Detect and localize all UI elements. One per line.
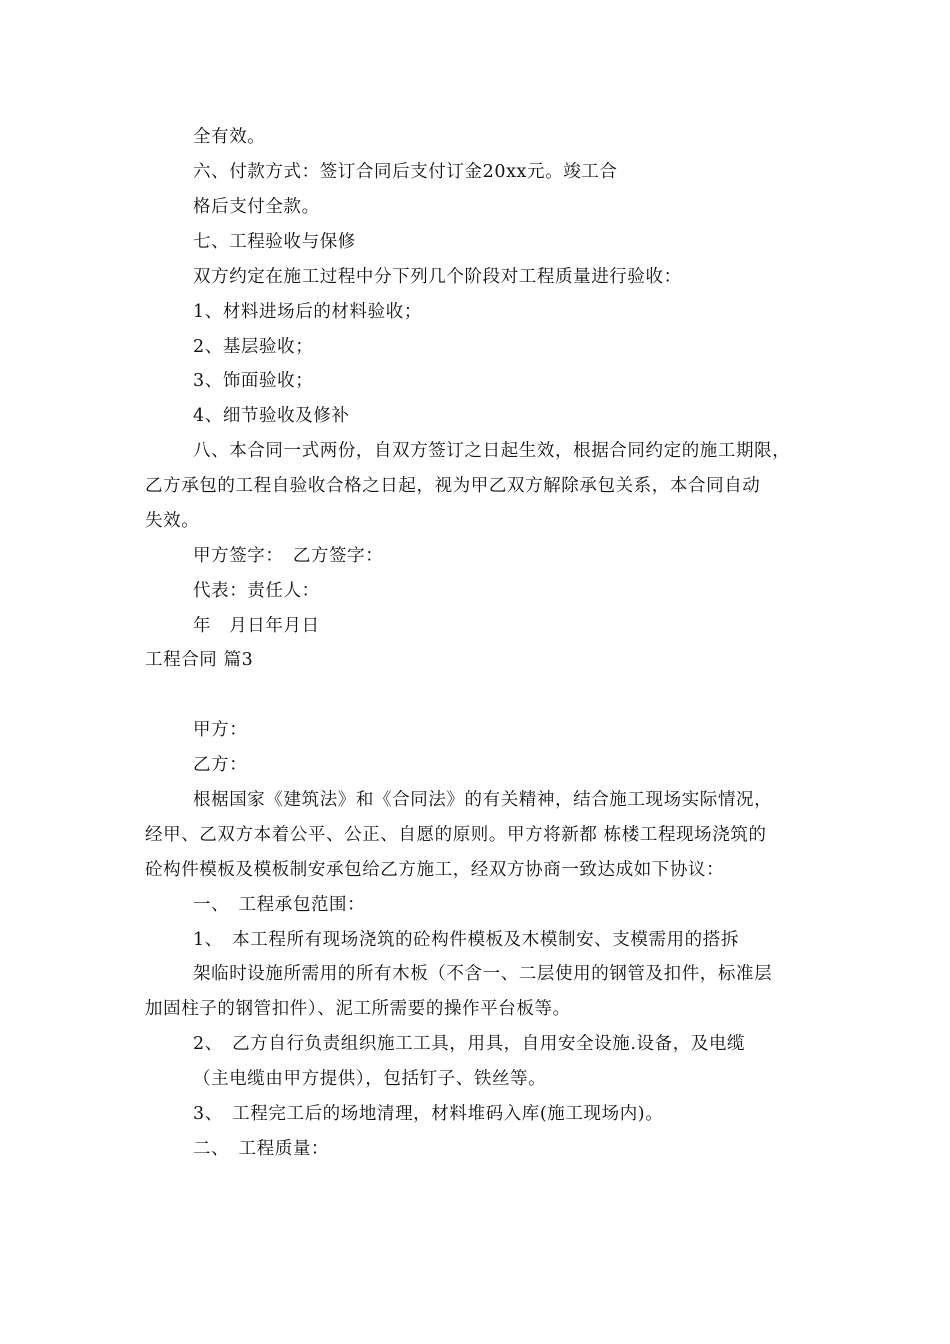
list-item: 2、基层验收；: [193, 337, 314, 357]
text-line: 架临时设施所需用的所有木板（不含一、二层使用的钢管及扣件，标准层: [193, 964, 773, 984]
section-heading: 二、 工程质量：: [193, 1139, 330, 1159]
text-line: 加固柱子的钢管扣件）、泥工所需要的操作平台板等。: [145, 999, 571, 1019]
section-heading: 一、 工程承包范围：: [193, 895, 366, 915]
text-line: 乙方承包的工程自验收合格之日起，视为甲乙双方解除承包关系，本合同自动: [145, 476, 761, 496]
signature-line: 甲方签字： 乙方签字：: [193, 546, 384, 566]
text-line: 根椐国家《建筑法》和《合同法》的有关精神，结合施工现场实际情况，: [193, 790, 773, 810]
text-line: 六、付款方式：签订合同后支付订金20xx元。竣工合: [193, 162, 618, 182]
text-line: 双方约定在施工过程中分下列几个阶段对工程质量进行验收：: [193, 267, 682, 287]
list-item: 1、 本工程所有现场浇筑的砼构件模板及木模制安、支模需用的搭拆: [193, 930, 739, 950]
section-heading: 七、工程验收与保修: [193, 232, 356, 252]
list-item: 4、细节验收及修补: [193, 406, 350, 426]
text-line: 经甲、乙双方本着公平、公正、自愿的原则。甲方将新都 栋楼工程现场浇筑的: [145, 825, 767, 845]
text-line: 格后支付全款。: [193, 197, 320, 217]
list-item: 3、饰面验收；: [193, 371, 314, 391]
document-title: 工程合同 篇3: [145, 650, 254, 670]
list-item: 1、材料进场后的材料验收；: [193, 302, 422, 322]
text-line: 八、本合同一式两份，自双方签订之日起生效，根据合同约定的施工期限，: [193, 441, 791, 461]
text-line: 砼构件模板及模板制安承包给乙方施工，经双方协商一致达成如下协议：: [145, 860, 725, 880]
party-b-line: 乙方：: [193, 755, 248, 775]
representative-line: 代表：责任人：: [193, 581, 320, 601]
text-line: 全有效。: [193, 127, 266, 147]
text-line: 失效。: [145, 511, 200, 531]
date-line: 年 月日年月日: [193, 616, 320, 636]
list-item: 2、 乙方自行负责组织施工工具，用具，自用安全设施.设备，及电缆: [193, 1034, 746, 1054]
party-a-line: 甲方：: [193, 720, 248, 740]
text-line: （主电缆由甲方提供），包括钉子、铁丝等。: [193, 1069, 547, 1089]
list-item: 3、 工程完工后的场地清理，材料堆码入库(施工现场内)。: [193, 1104, 664, 1124]
